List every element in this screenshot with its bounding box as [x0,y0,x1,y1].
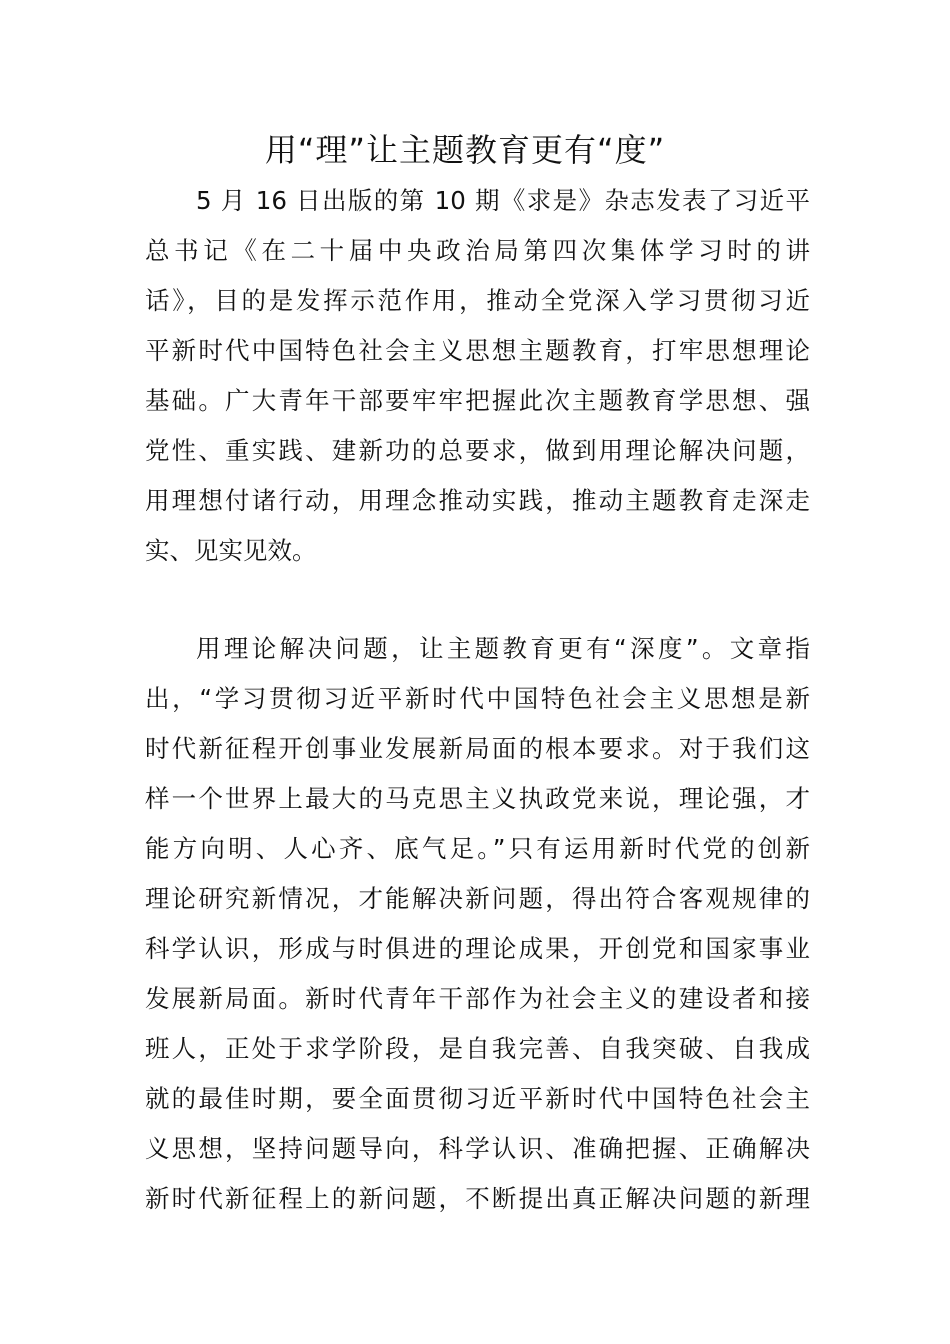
document-title: 用“理”让主题教育更有“度” [264,131,666,169]
paragraph-line: 发展新局面。新时代青年干部作为社会主义的建设者和接 [145,984,810,1013]
paragraph-line: 义思想，坚持问题导向，科学认识、准确把握、正确解决 [145,1134,810,1163]
paragraph-line: 5 月 16 日出版的第 10 期《求是》杂志发表了习近平 [196,186,810,215]
paragraph-line: 基础。广大青年干部要牢牢把握此次主题教育学思想、强 [145,386,810,415]
paragraph-line: 用理论解决问题，让主题教育更有“深度”。文章指 [196,634,810,663]
paragraph-line: 用理想付诸行动，用理念推动实践，推动主题教育走深走 [145,486,810,515]
paragraph-line: 就的最佳时期，要全面贯彻习近平新时代中国特色社会主 [145,1084,810,1113]
paragraph-line: 班人，正处于求学阶段，是自我完善、自我突破、自我成 [145,1034,810,1063]
paragraph-line: 总书记《在二十届中央政治局第四次集体学习时的讲 [145,236,810,265]
paragraph-line: 话》，目的是发挥示范作用，推动全党深入学习贯彻习近 [145,286,810,315]
paragraph-line: 出，“学习贯彻习近平新时代中国特色社会主义思想是新 [145,684,810,713]
paragraph-line: 时代新征程开创事业发展新局面的根本要求。对于我们这 [145,734,810,763]
paragraph-line: 新时代新征程上的新问题，不断提出真正解决问题的新理 [145,1184,810,1213]
paragraph-line: 能方向明、人心齐、底气足。”只有运用新时代党的创新 [145,834,810,863]
paragraph-line: 样一个世界上最大的马克思主义执政党来说，理论强，才 [145,784,810,813]
paragraph-line: 实、见实见效。 [145,536,317,565]
paragraph-line: 理论研究新情况，才能解决新问题，得出符合客观规律的 [145,884,810,913]
paragraph-line: 平新时代中国特色社会主义思想主题教育，打牢思想理论 [145,336,810,365]
paragraph-line: 科学认识，形成与时俱进的理论成果，开创党和国家事业 [145,934,810,963]
paragraph-line: 党性、重实践、建新功的总要求，做到用理论解决问题， [145,436,810,465]
